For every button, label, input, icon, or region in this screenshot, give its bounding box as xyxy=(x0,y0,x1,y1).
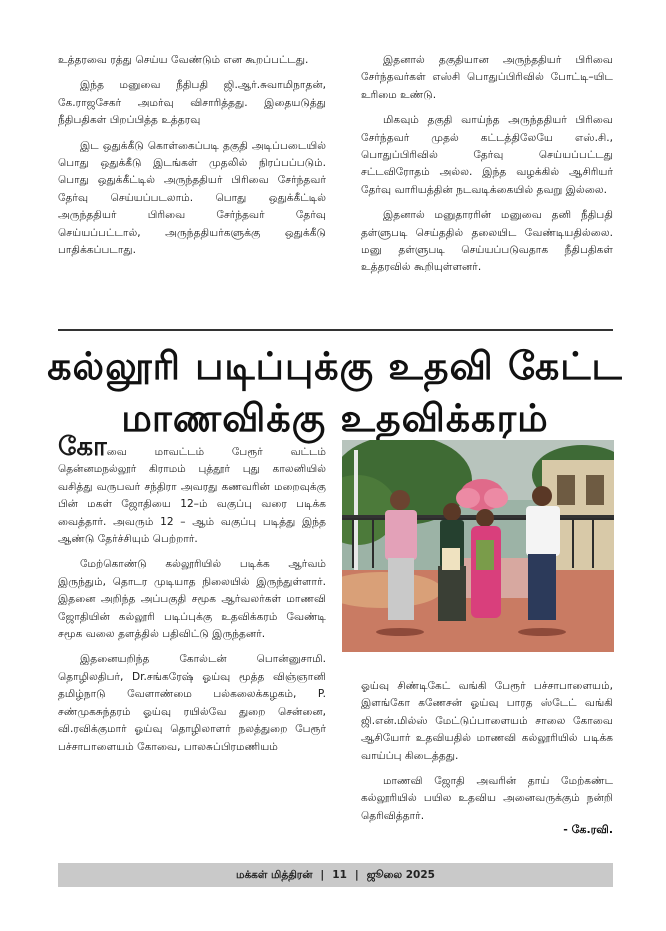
drop-cap: கோ xyxy=(58,432,107,462)
publication-name: மக்கள் மித்திரன் xyxy=(236,868,313,881)
paragraph: இந்த மனுவை நீதிபதி ஜி.ஆர்.சுவாமிநாதன், கே.ராஜசேகர் அமர்வு விசாரித்தது. இதையடுத்து நீதிபதிகள் பிறப்பித்த உத்தரவு xyxy=(58,79,326,127)
article-left-column xyxy=(58,432,326,764)
lead-text: வை மாவட்டம் பேரூர் வட்டம் தென்னமநல்லூர் கிராமம் புத்தூர் புது காலனியில் வசித்து வருபவர் சந்திரா அவரது கணவரின் மறைவுக்கு பின் மகள் ஜோதியை 12–ம் வகுப்பு வரை படிக்க வைத்தார். அவரும் 12 – ஆம் வகுப்பு படித்து இந்த ஆண்டு தேர்ச்சியும் பெற்றார். xyxy=(58,446,326,546)
paragraph: இதனையறிந்த கோல்டன் பொன்னுசாமி. தொழிலதிபர், Dr.சங்கரேஷ் ஓய்வு மூத்த விஞ்ஞானி தமிழ்நாடு வேளாண்மை பல்கலைக்கழகம், P. சண்முகசுந்தரம் ஓய்வு ரயில்வே துறை சென்னை, வி.ரவிக்குமார் ஓய்வு தொழிலாளர் நலத்துறை பேரூர் பச்சாபாளையம் கோவை, பாலசுப்பிரமணியம் xyxy=(58,653,326,753)
paragraph: மிகவும் தகுதி வாய்ந்த அருந்ததியர் பிரிவை சேர்ந்தவர் முதல் கட்டத்திலேயே எஸ்.சி., பொதுப்பிரிவில் தேர்வு செய்யப்பட்டது சட்டவிரோதம் அல்ல. இந்த வழக்கில் ஆசிரியர் தேர்வு வாரியத்தின் நடவடிக்கையில் தவறு இல்லை. xyxy=(361,114,613,196)
separator: | xyxy=(354,869,359,881)
page-footer xyxy=(58,863,613,887)
paragraph: மாணவி ஜோதி அவரின் தாய் மேற்கண்ட கல்லூரியில் பயில உதவிய அனைவருக்கும் நன்றி தெரிவித்தார். xyxy=(361,775,613,822)
paragraph: ஓய்வு சிண்டிகேட் வங்கி பேரூர் பச்சாபாளையம், இளங்கோ கணேசன் ஓய்வு பாரத ஸ்டேட் வங்கி ஜி.என்.மில்ஸ் மேட்டுப்பாளையம் சாலை கோவை ஆசியோர் உதவியதில் மாணவி கல்லூரியில் படிக்க வாய்ப்பு கிடைத்தது. xyxy=(361,680,613,762)
paragraph: உத்தரவை ரத்து செய்ய வேண்டும் என கூறப்பட்டது. xyxy=(58,54,309,66)
headline-line-2: மாணவிக்கு உதவிக்கரம் xyxy=(121,396,549,440)
article-right-column xyxy=(361,678,613,833)
page-number: 11 xyxy=(332,869,347,881)
headline-line-1: கல்லூரி படிப்புக்கு உதவி கேட்ட xyxy=(47,344,623,388)
issue-date: ஜூலை 2025 xyxy=(366,868,435,881)
top-right-column xyxy=(361,52,613,285)
separator: | xyxy=(320,869,325,881)
top-left-column xyxy=(58,52,326,267)
paragraph: இட ஒதுக்கீடு கொள்கைப்படி தகுதி அடிப்படையில் பொது ஒதுக்கீடு இடங்கள் முதலில் நிரப்பப்படும். பொது ஒதுக்கீட்டில் அருந்ததியர் பிரிவை சேர்ந்தவர் தேர்வு செய்யப்படலாம். பொது ஒதுக்கீட்டில் அருந்ததியர் பிரிவை சேர்ந்தவர் தேர்வு செய்யப்பட்டால், அருந்ததியர்களுக்கு ஒதுக்கீடு பாதிக்கப்படாது. xyxy=(58,139,326,257)
section-divider xyxy=(58,329,613,331)
article-headline xyxy=(40,340,630,444)
paragraph: இதனால் தகுதியான அருந்ததியர் பிரிவை சேர்ந்தவர்கள் எஸ்சி பொதுப்பிரிவில் போட்டி–யிட உரிமை உண்டு. xyxy=(361,54,613,101)
article-photo xyxy=(342,440,614,652)
author-byline: - கே.ரவி. xyxy=(563,823,613,836)
lead-paragraph xyxy=(58,432,326,548)
paragraph: மேற்கொண்டு கல்லூரியில் படிக்க ஆர்வம் இருந்தும், தொடர முடியாத நிலையில் இருந்துள்ளார். இதனை அறிந்த அப்பகுதி சமூக ஆர்வலர்கள் மாணவி ஜோதியின் கல்லூரி படிப்புக்கு உதவிக்கரம் வேண்டி சமூக வலை தளத்தில் பதிவிட்டு இருந்தனர். xyxy=(58,558,326,641)
paragraph: இதனால் மனுதாரரின் மனுவை தனி நீதிபதி தள்ளுபடி செய்ததில் தலையிட வேண்டியதில்லை. மனு தள்ளுபடி செய்யப்படுவதாக நீதிபதிகள் உத்தரவில் கூறியுள்ளனர். xyxy=(361,209,613,274)
